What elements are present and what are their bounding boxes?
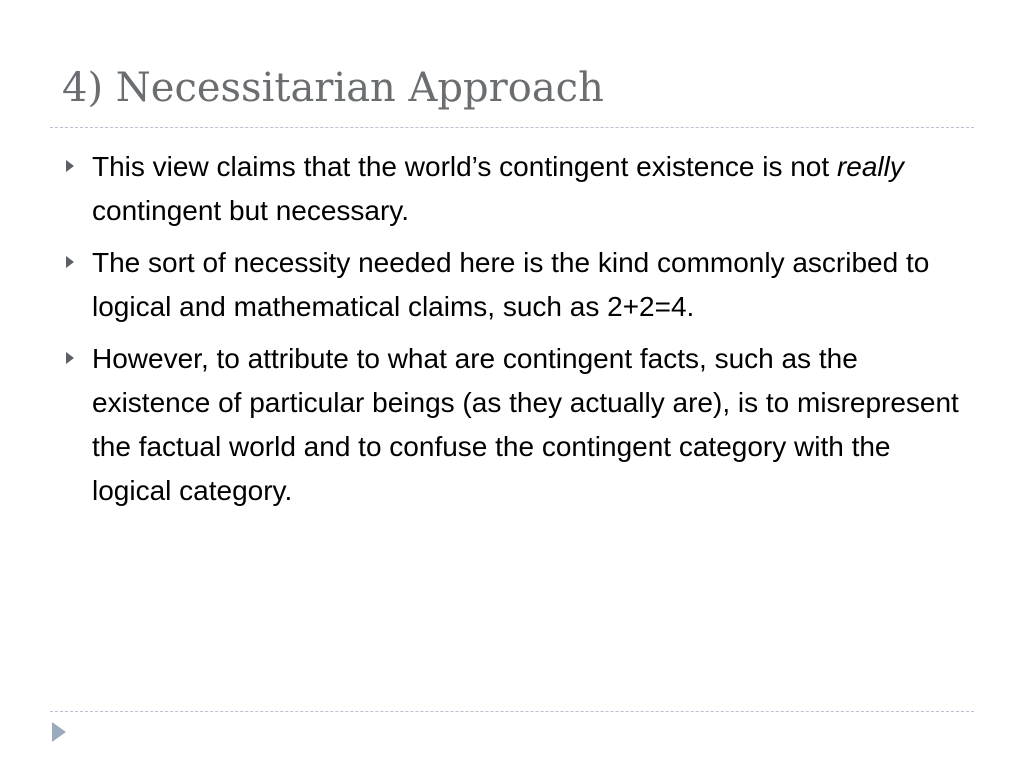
bullet-text-3: However, to attribute to what are contingent facts, such as the existence of particular beings (as they actually are), is to misrepresent the factual world and to confuse the contingent category with the logical category. <box>92 343 959 506</box>
footer-divider <box>50 711 974 712</box>
bullet-item-3 <box>92 337 972 513</box>
bullet-text-1-after: contingent but necessary. <box>92 195 410 226</box>
triangle-right-icon <box>66 256 74 268</box>
bullet-item-2 <box>92 241 972 329</box>
play-arrow-icon[interactable] <box>52 722 66 742</box>
bullet-item-1 <box>92 145 972 233</box>
triangle-right-icon <box>66 160 74 172</box>
slide-title: 4) Necessitarian Approach <box>62 65 604 111</box>
bullet-text-1-before: This view claims that the world’s contingent existence is not <box>92 151 837 182</box>
title-divider <box>50 127 974 128</box>
bullet-list <box>92 145 972 521</box>
bullet-text-2: The sort of necessity needed here is the kind commonly ascribed to logical and mathematical claims, such as 2+2=4. <box>92 247 930 322</box>
triangle-right-icon <box>66 352 74 364</box>
bullet-text-1-emphasis: really <box>836 151 904 182</box>
